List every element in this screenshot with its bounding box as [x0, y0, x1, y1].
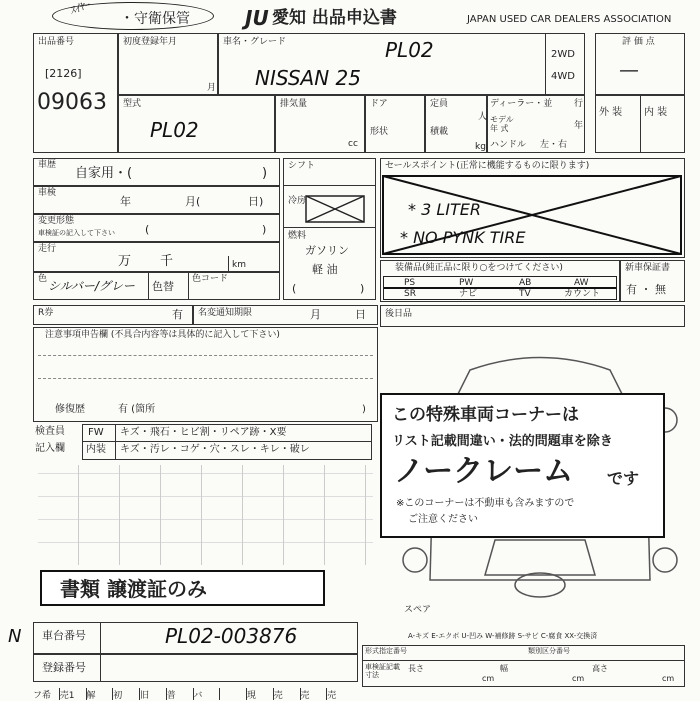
equipment-strike-icon	[384, 277, 616, 299]
spare-label: スペア	[404, 605, 432, 615]
rearinst-box	[380, 305, 685, 327]
carname-name: NISSAN 25	[255, 66, 361, 90]
inspection-year: 年	[120, 195, 131, 208]
model-year-unit: 年	[574, 121, 584, 131]
color-code-label: 色コード	[192, 274, 229, 284]
fuel-diesel: 軽 油	[312, 263, 338, 276]
capacity-unit: 人	[478, 112, 488, 122]
color-divider	[148, 272, 149, 300]
notice-line3: ノークレーム	[394, 454, 574, 489]
namechange-day: 日	[355, 308, 366, 321]
recycle-label: R券	[38, 308, 54, 318]
dims-shape-label: 形式指定番号	[365, 647, 407, 655]
registration-label: 初度登録年月	[123, 37, 178, 47]
modeltype-value: PL02	[150, 118, 199, 142]
color-swap: 色替	[152, 280, 174, 293]
repair-value: 有 (箇所	[118, 404, 156, 415]
notice-line3b: です	[607, 469, 640, 488]
notes-label: 注意事項申告欄 (不具合内容等は具体的に記入して下さい)	[45, 330, 280, 340]
mileage-sen: 千	[160, 254, 174, 269]
recycle-value: 有	[172, 308, 183, 321]
lot-subnumber: [2126]	[45, 67, 82, 80]
shift-label: シフト	[288, 161, 316, 171]
dims-class-label: 類別区分番号	[528, 647, 570, 655]
mileage-man: 万	[118, 254, 132, 269]
custody-note: ｽｲﾔｰ	[68, 0, 92, 18]
modeltype-label: 型式	[123, 99, 142, 109]
fuel-open: (	[292, 282, 297, 295]
interior-label: 内 装	[644, 107, 668, 118]
notice-line5: ご注意ください	[408, 514, 478, 525]
inspector-label-2: 記入欄	[35, 443, 65, 454]
capacity-label: 定員	[430, 99, 449, 109]
documents-text: 書類 譲渡証のみ	[60, 577, 207, 601]
association-name: JAPAN USED CAR DEALERS ASSOCIATION	[467, 14, 672, 25]
lot-label: 出品番号	[38, 37, 75, 47]
mileage-label: 走行	[38, 244, 57, 254]
bottom-item: 旧	[140, 688, 167, 700]
inspector-mid	[82, 441, 372, 442]
equip-ps: PS	[404, 278, 416, 288]
bottom-strip	[33, 688, 353, 700]
equip-sr: SR	[404, 289, 416, 299]
bottom-item: 現	[247, 688, 274, 700]
inspector-div	[115, 424, 116, 460]
bottom-item: 売	[274, 688, 301, 700]
chassis-side-mark: N	[8, 626, 22, 647]
inspection-day: 日)	[248, 195, 264, 208]
mileage-divider	[228, 256, 229, 272]
history-close: )	[262, 166, 268, 181]
ju-logo: JU	[245, 6, 269, 30]
equip-pw: PW	[459, 278, 474, 288]
equip-aw: AW	[574, 278, 589, 288]
form-title: 愛知 出品申込書	[272, 8, 397, 28]
drawing-grid	[38, 465, 373, 565]
notice-line4: ※このコーナーは不動車も含みますので	[396, 498, 575, 509]
custody-oval	[52, 2, 214, 30]
shift-line	[283, 185, 376, 186]
shape-label: 形状	[370, 127, 389, 137]
inspector-inner-items: キズ・汚レ・コゲ・穴・スレ・キレ・破レ	[120, 444, 310, 455]
shift-box	[283, 158, 376, 300]
drive-divider	[545, 33, 546, 95]
drive-2wd: 2WD	[551, 49, 575, 60]
inspection-label: 車検	[38, 188, 57, 198]
displacement-unit: cc	[348, 139, 358, 149]
notes-line-2	[38, 378, 373, 379]
dims-length: 長さ	[408, 664, 424, 673]
dims-length-unit: cm	[482, 674, 495, 683]
drive-4wd: 4WD	[551, 71, 575, 82]
inspector-fw: FW	[88, 427, 104, 438]
dims-width: 幅	[500, 664, 508, 673]
bottom-item: 売	[327, 691, 337, 701]
handle-label: ハンドル	[490, 140, 527, 150]
rearinst-label: 後日品	[385, 309, 413, 319]
repair-close: )	[362, 404, 366, 415]
color-value: シルバー/グレー	[48, 279, 135, 293]
dims-height: 高さ	[592, 664, 608, 673]
inspector-fw-items: キズ・飛石・ヒビ割・リペア跡・X要	[120, 427, 287, 438]
warranty-value: 有 ・ 無	[626, 283, 666, 296]
equip-ab: AB	[519, 278, 532, 288]
dims-cert-label: 車検証記載 寸法	[365, 663, 400, 679]
aircon-line	[283, 227, 376, 228]
notes-line-1	[38, 355, 373, 356]
dims-line	[362, 660, 685, 661]
modify-note: 車検証の記入して下さい	[38, 229, 115, 237]
model-year-label: モデル 年 式	[490, 115, 514, 133]
aircon-cross-icon	[305, 195, 365, 223]
chassis-label: 車台番号	[42, 629, 86, 642]
dealer-row-unit: 行	[574, 99, 584, 109]
no-claim-notice	[380, 393, 665, 538]
damage-legend: A-キズ E-エクボ U-凹み W-補修跡 S-サビ C-腐食 XX-交換済	[408, 632, 598, 640]
namechange-month: 月	[310, 308, 321, 321]
extint-divider	[640, 95, 641, 153]
inspection-month: 月(	[185, 195, 201, 208]
load-unit: kg	[475, 142, 486, 152]
recycle-row	[33, 305, 193, 325]
modify-close: )	[262, 223, 267, 236]
dealer-label: ディーラー・並	[490, 99, 553, 109]
dims-width-unit: cm	[572, 674, 585, 683]
bottom-item: 初	[113, 688, 140, 700]
equipment-grid	[383, 276, 617, 300]
registration-month: 月	[207, 83, 217, 93]
mileage-unit: km	[232, 260, 246, 270]
history-label: 車歴	[38, 160, 57, 170]
documents-banner	[40, 570, 325, 606]
displacement-label: 排気量	[280, 99, 308, 109]
fuel-gas: ガソリン	[305, 244, 349, 257]
color-divider-2	[188, 272, 189, 300]
history-value: 自家用・(	[75, 166, 133, 181]
aircon-label: 冷房	[288, 196, 307, 206]
equip-count: カウント	[564, 289, 601, 299]
regno-label: 登録番号	[42, 661, 86, 674]
inspector-label-1: 検査員	[35, 426, 65, 437]
fuel-label: 燃料	[288, 231, 307, 241]
dims-height-unit: cm	[662, 674, 675, 683]
modify-label: 変更形態	[38, 216, 75, 226]
bottom-item: 解	[87, 688, 114, 700]
bottom-item: 売	[301, 688, 328, 700]
carname-label: 車名・グレード	[223, 37, 287, 47]
equip-tv: TV	[519, 289, 531, 299]
repair-label: 修復歴	[55, 404, 85, 415]
carname-modelcode: PL02	[385, 38, 434, 62]
bottom-item: 普	[167, 688, 194, 700]
lot-number: 09063	[37, 90, 107, 115]
namechange-label: 名変通知期限	[198, 308, 253, 318]
warranty-label: 新車保証書	[625, 263, 671, 273]
selling-line2: * NO PYNK TIRE	[400, 228, 526, 247]
equipment-label: 装備品(純正品に限り○をつけてください)	[395, 263, 563, 273]
bottom-item: フ希	[33, 688, 60, 700]
modify-open: (	[145, 223, 150, 236]
load-label: 積載	[430, 127, 449, 137]
doors-label: ドア	[370, 99, 388, 109]
history-row	[33, 158, 280, 186]
rating-value: ―	[620, 60, 638, 81]
inspection-row	[33, 186, 280, 214]
selling-line1: * 3 LITER	[408, 200, 481, 219]
color-label: 色	[38, 274, 48, 284]
custody-text: ・守衛保管	[120, 11, 190, 27]
handle-value: 左・右	[540, 140, 568, 150]
rating-label: 評 価 点	[622, 37, 655, 47]
bottom-item: 売1	[60, 688, 87, 700]
exterior-label: 外 装	[599, 107, 623, 118]
chassis-value: PL02-003876	[165, 624, 298, 648]
inspector-inner: 内装	[86, 444, 106, 455]
equip-navi: ナビ	[459, 289, 478, 299]
fuel-close: )	[360, 282, 365, 295]
notice-line1: この特殊車両コーナーは	[392, 405, 579, 425]
selling-label: セールスポイント(正常に機能するものに限ります)	[385, 161, 590, 171]
bottom-item: バ	[194, 688, 221, 700]
bottom-item	[220, 688, 247, 700]
notice-line2: リスト記載間違い・法的問題車を除き	[392, 434, 613, 449]
